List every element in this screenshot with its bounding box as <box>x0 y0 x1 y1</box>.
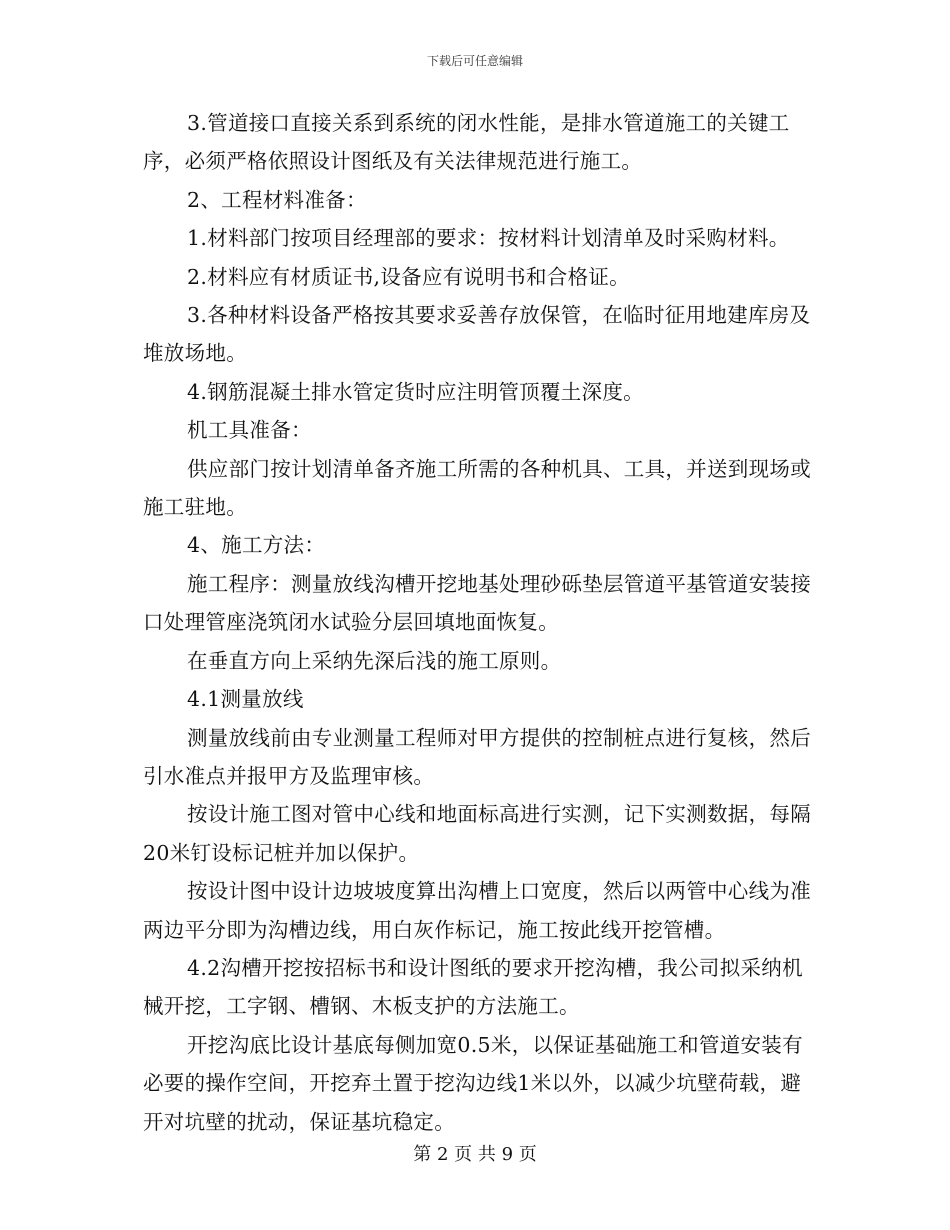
paragraph: 3.各种材料设备严格按其要求妥善存放保管，在临时征用地建库房及堆放场地。 <box>143 303 811 366</box>
paragraph: 测量放线前由专业测量工程师对甲方提供的控制桩点进行复核，然后引水准点并报甲方及监理审核。 <box>143 725 811 788</box>
paragraph: 在垂直方向上采纳先深后浅的施工原则。 <box>187 648 562 673</box>
paragraph: 施工程序：测量放线沟槽开挖地基处理砂砾垫层管道平基管道安装接口处理管座浇筑闭水试验分层回填地面恢复。 <box>143 571 811 635</box>
paragraph: 按设计图中设计边坡坡度算出沟槽上口宽度，然后以两管中心线为准两边平分即为沟槽边线，用白灰作标记，施工按此线开挖管槽。 <box>143 879 811 942</box>
paragraph: 开挖沟底比设计基底每侧加宽0.5米，以保证基础施工和管道安装有必要的操作空间，开挖弃土置于挖沟边线1米以外，以减少坑壁荷载，避开对坑壁的扰动，保证基坑稳定。 <box>143 1032 803 1134</box>
paragraph: 3.管道接口直接关系到系统的闭水性能，是排水管道施工的关键工序，必须严格依照设计图纸及有关法律规范进行施工。 <box>143 111 790 174</box>
document-body <box>143 104 813 1141</box>
paragraph: 4.钢筋混凝土排水管定货时应注明管顶覆土深度。 <box>187 379 644 404</box>
section-heading: 机工具准备： <box>187 418 312 443</box>
page-footer: 第 2 页 共 9 页 <box>413 1144 537 1165</box>
section-heading: 2、工程材料准备： <box>187 187 367 212</box>
section-heading: 4.1测量放线 <box>187 687 304 712</box>
paragraph: 1.材料部门按项目经理部的要求：按材料计划清单及时采购材料。 <box>187 226 790 251</box>
paragraph: 4.2沟槽开挖按招标书和设计图纸的要求开挖沟槽，我公司拟采纳机械开挖，工字钢、槽钢、木板支护的方法施工。 <box>143 955 803 1019</box>
section-heading: 4、施工方法： <box>187 533 326 558</box>
paragraph: 按设计施工图对管中心线和地面标高进行实测，记下实测数据，每隔20米钉设标记桩并加以保护。 <box>143 802 811 865</box>
paragraph: 供应部门按计划清单备齐施工所需的各种机具、工具，并送到现场或施工驻地。 <box>143 456 811 520</box>
paragraph: 2.材料应有材质证书,设备应有说明书和合格证。 <box>187 264 630 289</box>
page-header: 下载后可任意编辑 <box>426 54 523 68</box>
